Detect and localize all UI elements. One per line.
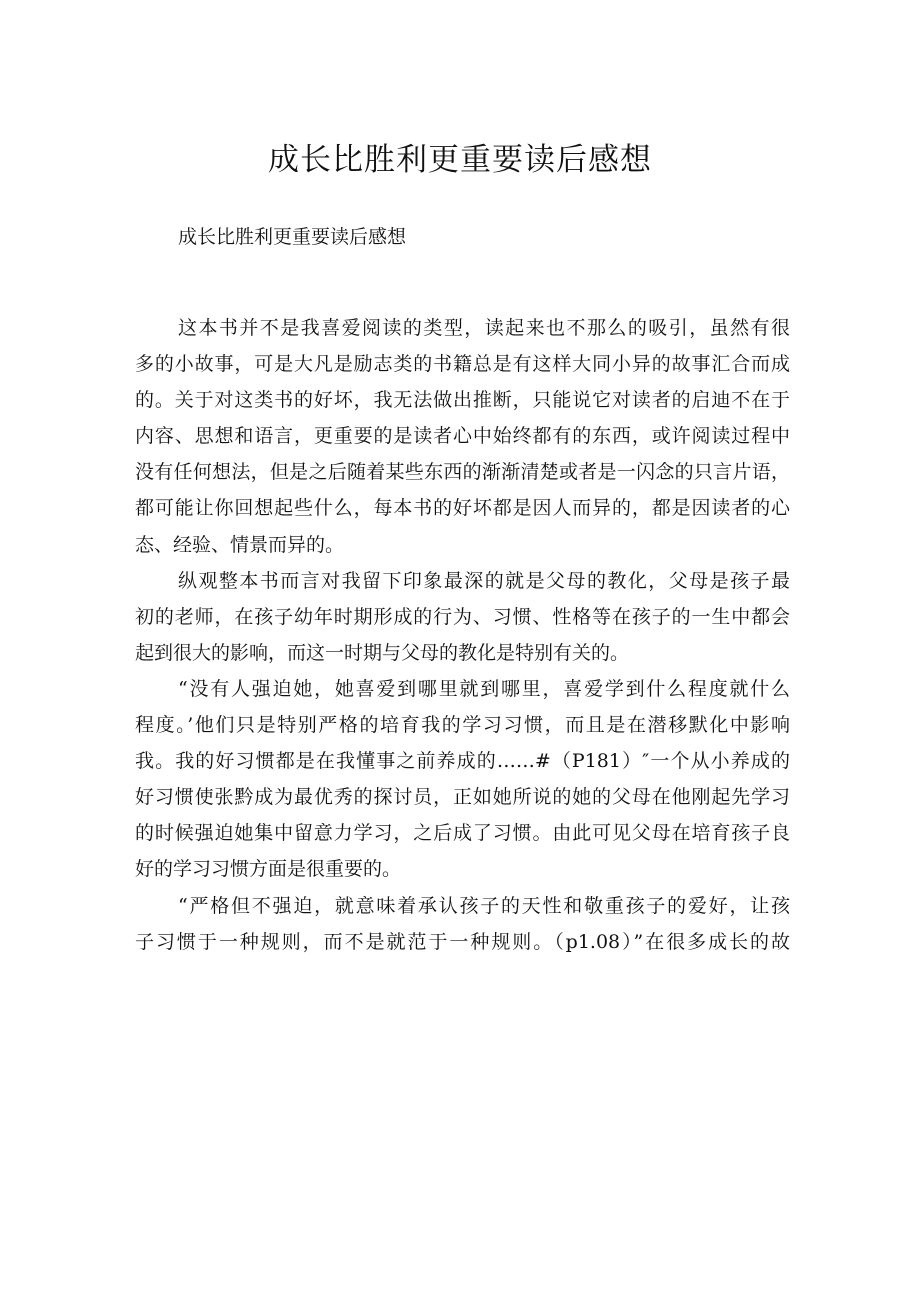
document-title: 成长比胜利更重要读后感想 (268, 142, 652, 178)
text-line: 纵观整本书而言对我留下印象最深的就是父母的教化，父母是孩子最 (178, 569, 790, 592)
text-line: 都可能让你回想起些什么，每本书的好坏都是因人而异的，都是因读者的心 (135, 497, 790, 520)
paragraph (135, 888, 790, 960)
paragraph (135, 563, 790, 671)
text-line: 初的老师，在孩子幼年时期形成的行为、习惯、性格等在孩子的一生中都会 (135, 605, 790, 628)
text-line: 没有任何想法，但是之后随着某些东西的渐渐清楚或者是一闪念的只言片语， (135, 461, 790, 484)
text-line: 起到很大的影响，而这一时期与父母的教化是特别有关的。 (135, 641, 630, 664)
document-body (135, 310, 790, 960)
paragraph (135, 310, 790, 563)
text-line: “严格但不强迫，就意味着承认孩子的天性和敬重孩子的爱好，让孩 (178, 894, 790, 917)
text-line: 的。关于对这类书的好坏，我无法做出推断，只能说它对读者的启迪不在于 (135, 389, 790, 412)
text-line: 我。我的好习惯都是在我懂事之前养成的……#（P181）″一个从小养成的 (135, 750, 790, 773)
text-line: 好习惯使张黔成为最优秀的探讨员，正如她所说的她的父母在他刚起先学习 (135, 786, 790, 809)
text-line: 这本书并不是我喜爱阅读的类型，读起来也不那么的吸引，虽然有很 (178, 317, 790, 339)
text-line: 内容、思想和语言，更重要的是读者心中始终都有的东西，或许阅读过程中 (135, 425, 790, 448)
text-line: 态、经验、情景而异的。 (135, 533, 345, 556)
text-line: 好的学习习惯方面是很重要的。 (135, 858, 402, 881)
text-line: 的时候强迫她集中留意力学习，之后成了习惯。由此可见父母在培育孩子良 (135, 822, 790, 845)
text-line: 子习惯于一种规则，而不是就范于一种规则。（p1.08）”在很多成长的故 (135, 930, 790, 953)
paragraph (135, 671, 790, 888)
text-line: “没有人强迫她，她喜爱到哪里就到哪里，喜爱学到什么程度就什么 (178, 677, 790, 700)
text-line: 多的小故事，可是大凡是励志类的书籍总是有这样大同小异的故事汇合而成 (135, 353, 790, 376)
document-subtitle: 成长比胜利更重要读后感想 (178, 226, 407, 248)
text-line: 程度。’他们只是特别严格的培育我的学习习惯，而且是在潜移默化中影响 (135, 714, 790, 737)
